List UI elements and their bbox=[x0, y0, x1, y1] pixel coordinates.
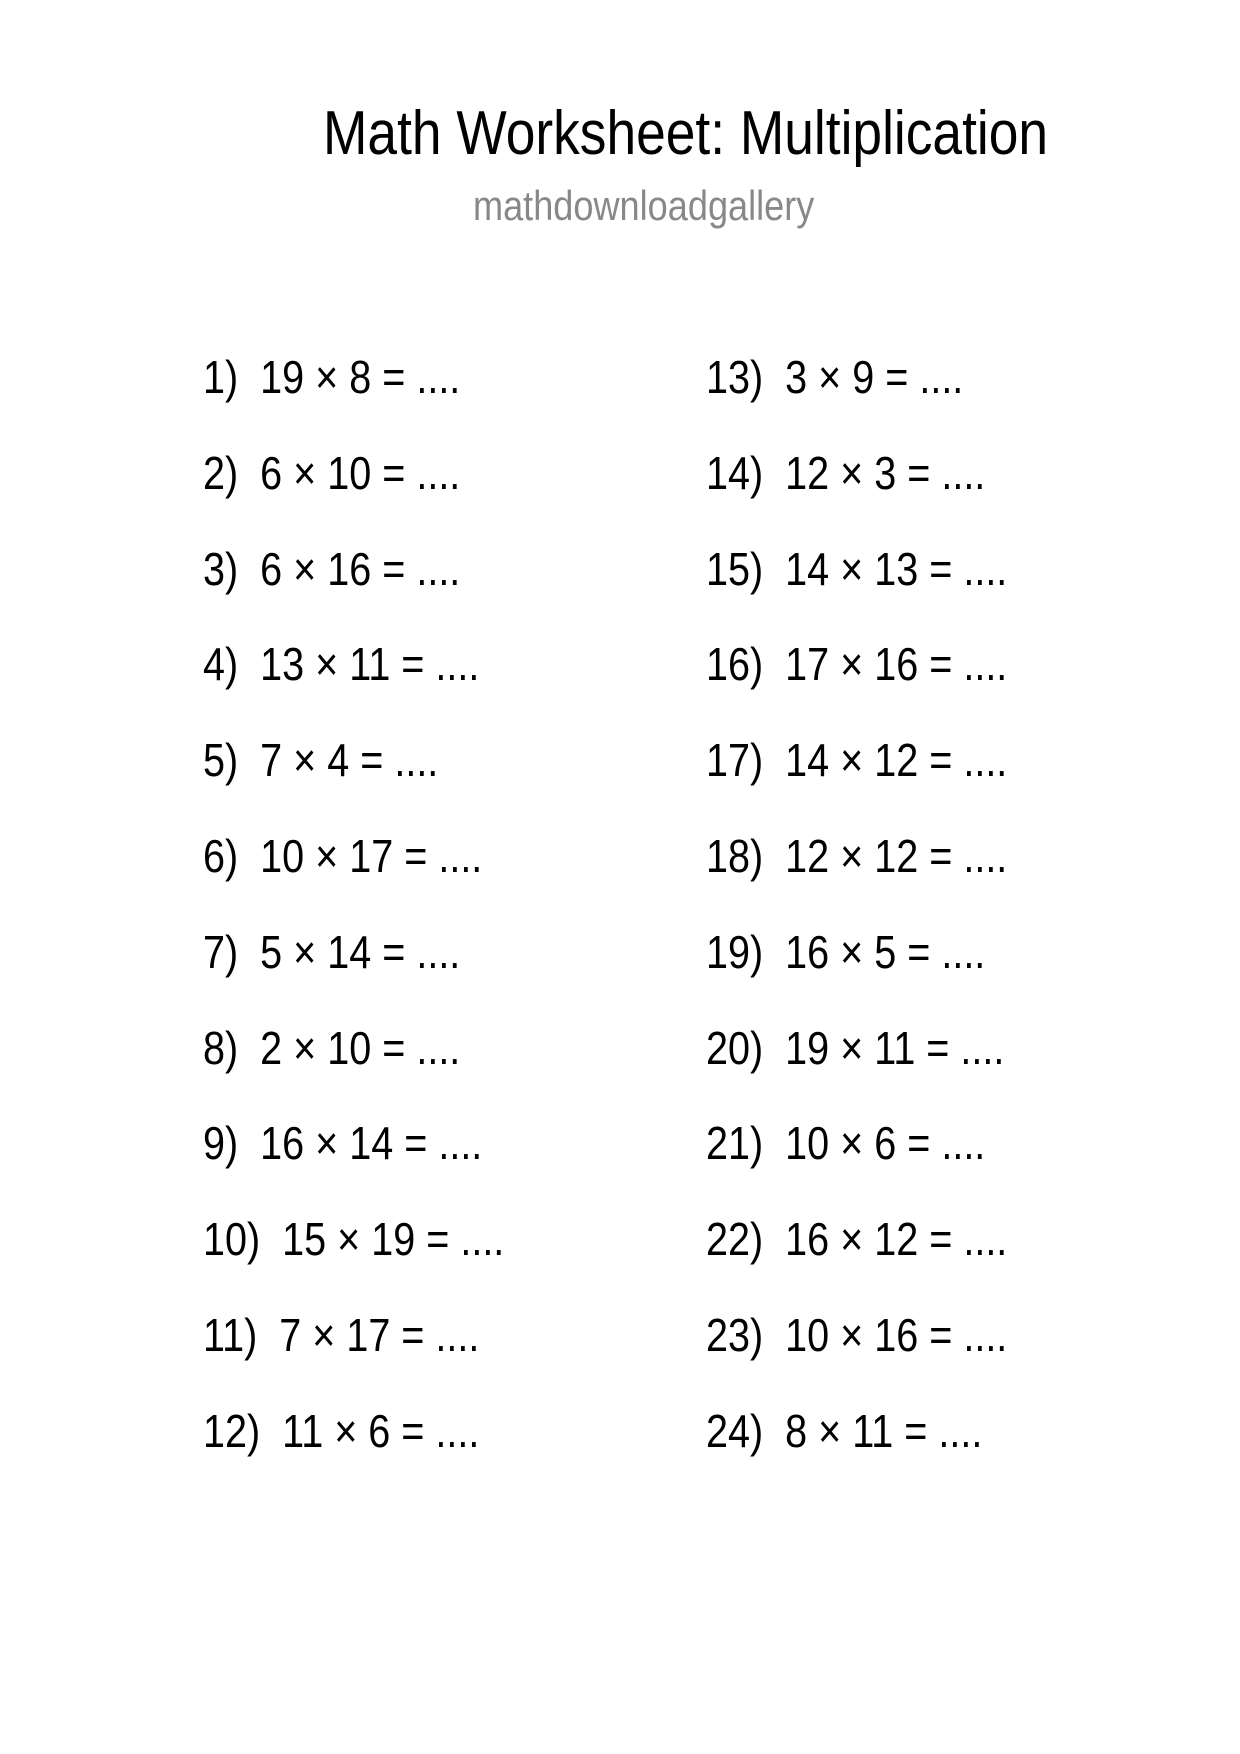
page-title: Math Worksheet: Multiplication bbox=[323, 99, 1049, 168]
problem-number: 13) bbox=[706, 351, 764, 403]
problem-item bbox=[203, 1404, 504, 1500]
problem-item bbox=[706, 829, 1007, 925]
problem-expression: 3 × 9 = .... bbox=[785, 351, 964, 403]
problem-number: 2) bbox=[203, 446, 239, 499]
problem-number: 12) bbox=[203, 1404, 261, 1457]
problem-expression: 14 × 12 = .... bbox=[785, 734, 1008, 787]
problem-item bbox=[706, 1021, 1007, 1117]
problem-number: 20) bbox=[706, 1021, 764, 1074]
problem-expression: 16 × 14 = .... bbox=[260, 1117, 483, 1170]
problem-number: 18) bbox=[706, 829, 764, 882]
problem-expression: 10 × 17 = .... bbox=[260, 829, 483, 882]
problem-number: 6) bbox=[203, 829, 239, 882]
problem-expression: 7 × 4 = .... bbox=[260, 734, 439, 787]
problem-number: 8) bbox=[203, 1021, 239, 1074]
problem-item bbox=[706, 925, 1007, 1021]
problem-item bbox=[706, 350, 1007, 446]
problem-item bbox=[203, 829, 504, 925]
problem-expression: 12 × 12 = .... bbox=[785, 829, 1008, 882]
problem-number: 1) bbox=[203, 351, 239, 403]
problem-item bbox=[203, 1308, 504, 1404]
problem-number: 5) bbox=[203, 734, 239, 787]
problem-number: 3) bbox=[203, 542, 239, 595]
problem-expression: 6 × 16 = .... bbox=[260, 542, 461, 595]
problem-number: 4) bbox=[203, 638, 239, 691]
problem-number: 23) bbox=[706, 1308, 764, 1361]
problem-number: 9) bbox=[203, 1117, 239, 1170]
problem-item bbox=[706, 637, 1007, 733]
page-subtitle: mathdownloadgallery bbox=[473, 182, 815, 229]
problem-expression: 16 × 12 = .... bbox=[785, 1213, 1008, 1266]
problem-item bbox=[706, 446, 1007, 542]
problem-number: 10) bbox=[203, 1213, 261, 1266]
problem-expression: 10 × 16 = .... bbox=[785, 1308, 1008, 1361]
problem-expression: 13 × 11 = .... bbox=[260, 638, 480, 691]
problem-expression: 7 × 17 = .... bbox=[279, 1308, 480, 1361]
problem-number: 11) bbox=[203, 1308, 258, 1361]
problem-item bbox=[203, 637, 504, 733]
problem-item bbox=[203, 350, 504, 446]
problem-item bbox=[706, 1116, 1007, 1212]
problem-number: 22) bbox=[706, 1213, 764, 1266]
problem-item bbox=[706, 1308, 1007, 1404]
problem-item bbox=[203, 1021, 504, 1117]
problems-column-left bbox=[203, 350, 553, 1500]
problem-expression: 5 × 14 = .... bbox=[260, 925, 461, 978]
problem-number: 15) bbox=[706, 542, 764, 595]
problem-expression: 6 × 10 = .... bbox=[260, 446, 461, 499]
problem-item bbox=[706, 1404, 1007, 1500]
problem-expression: 11 × 6 = .... bbox=[282, 1404, 480, 1457]
problems-column-right bbox=[706, 350, 1056, 1500]
problem-item bbox=[203, 733, 504, 829]
problem-expression: 17 × 16 = .... bbox=[785, 638, 1008, 691]
problem-expression: 14 × 13 = .... bbox=[785, 542, 1008, 595]
problem-expression: 8 × 11 = .... bbox=[785, 1404, 983, 1457]
problem-expression: 15 × 19 = .... bbox=[282, 1213, 505, 1266]
problem-expression: 16 × 5 = .... bbox=[785, 925, 986, 978]
problem-item bbox=[706, 1212, 1007, 1308]
problem-expression: 12 × 3 = .... bbox=[785, 446, 986, 499]
problem-item bbox=[203, 1116, 504, 1212]
problem-number: 16) bbox=[706, 638, 764, 691]
problem-expression: 2 × 10 = .... bbox=[260, 1021, 461, 1074]
problem-expression: 19 × 8 = .... bbox=[260, 351, 461, 403]
problem-number: 19) bbox=[706, 925, 764, 978]
problem-number: 17) bbox=[706, 734, 764, 787]
problem-number: 21) bbox=[706, 1117, 764, 1170]
problem-number: 14) bbox=[706, 446, 764, 499]
problem-item bbox=[203, 1212, 504, 1308]
problem-number: 24) bbox=[706, 1404, 764, 1457]
problem-item bbox=[203, 542, 504, 638]
problem-expression: 19 × 11 = .... bbox=[785, 1021, 1005, 1074]
problem-item bbox=[706, 542, 1007, 638]
problem-item bbox=[203, 925, 504, 1021]
problem-number: 7) bbox=[203, 925, 239, 978]
problem-expression: 10 × 6 = .... bbox=[785, 1117, 986, 1170]
problem-item bbox=[203, 446, 504, 542]
problem-item bbox=[706, 733, 1007, 829]
